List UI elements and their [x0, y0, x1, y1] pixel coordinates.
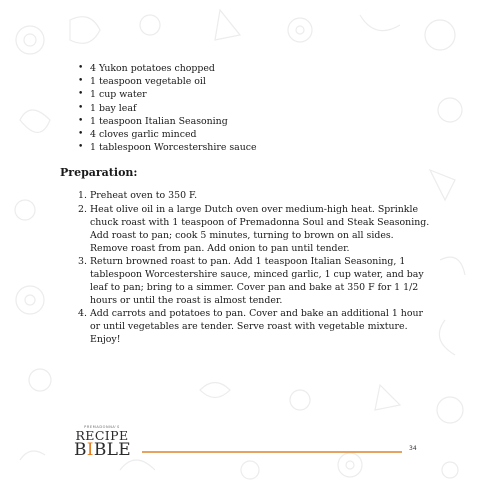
page-number: 34: [409, 445, 417, 452]
ingredient-item: • 1 cup water: [78, 88, 422, 101]
logo-bible-word: [74, 442, 130, 458]
step-number: 2.: [78, 203, 87, 215]
preparation-steps: [62, 189, 430, 346]
logo-bible-rest: BLE: [93, 440, 131, 460]
step-text: Heat olive oil in a large Dutch oven over medium-high heat. Sprinkle chuck roast with 1 teaspoon of Premadonna Soul and Steak Seasoning. Add roast to pan; cook 5 minutes, turning to brown on all sides. Remove roast from pan. Add onion to pan until tender.: [90, 203, 430, 254]
ingredient-item: • 1 teaspoon Italian Seasoning: [78, 115, 422, 128]
ingredient-item: • 4 cloves garlic minced: [78, 128, 422, 141]
logo-bible-i: I: [86, 440, 94, 460]
footer-divider: [142, 451, 402, 453]
ingredient-item: • 1 tablespoon Worcestershire sauce: [78, 141, 422, 154]
step-item: [78, 307, 430, 346]
step-item: [78, 255, 430, 307]
step-item: [78, 189, 430, 202]
ingredient-item: • 4 Yukon potatoes chopped: [78, 62, 422, 75]
recipe-bible-logo: [74, 425, 130, 458]
logo-recipe-word: RECIPE: [75, 428, 129, 443]
step-text: Preheat oven to 350 F.: [90, 190, 198, 202]
step-item: [78, 203, 430, 255]
preparation-heading: Preparation:: [60, 166, 138, 180]
ingredient-list: [62, 62, 422, 154]
step-text: Return browned roast to pan. Add 1 teaspoon Italian Seasoning, 1 tablespoon Worcestershire sauce, minced garlic, 1 cup water, and bay leaf to pan; bring to a simmer. Cover pan and bake at 350 F for 1 1/2 hours or until the roast is almost tender.: [90, 255, 424, 307]
step-number: 1.: [78, 190, 87, 202]
ingredient-item: • 1 bay leaf: [78, 102, 422, 115]
logo-bible-b: B: [74, 440, 87, 460]
ingredient-item: • 1 teaspoon vegetable oil: [78, 75, 422, 88]
step-text: Add carrots and potatoes to pan. Cover and bake an additional 1 hour or until vegetables are tender. Serve roast with vegetable mixture. Enjoy!: [90, 308, 423, 346]
step-number: 4.: [78, 308, 87, 320]
recipe-content: [60, 62, 430, 347]
logo-tagline: PREMADONNA'S: [84, 425, 120, 429]
step-number: 3.: [78, 255, 87, 267]
